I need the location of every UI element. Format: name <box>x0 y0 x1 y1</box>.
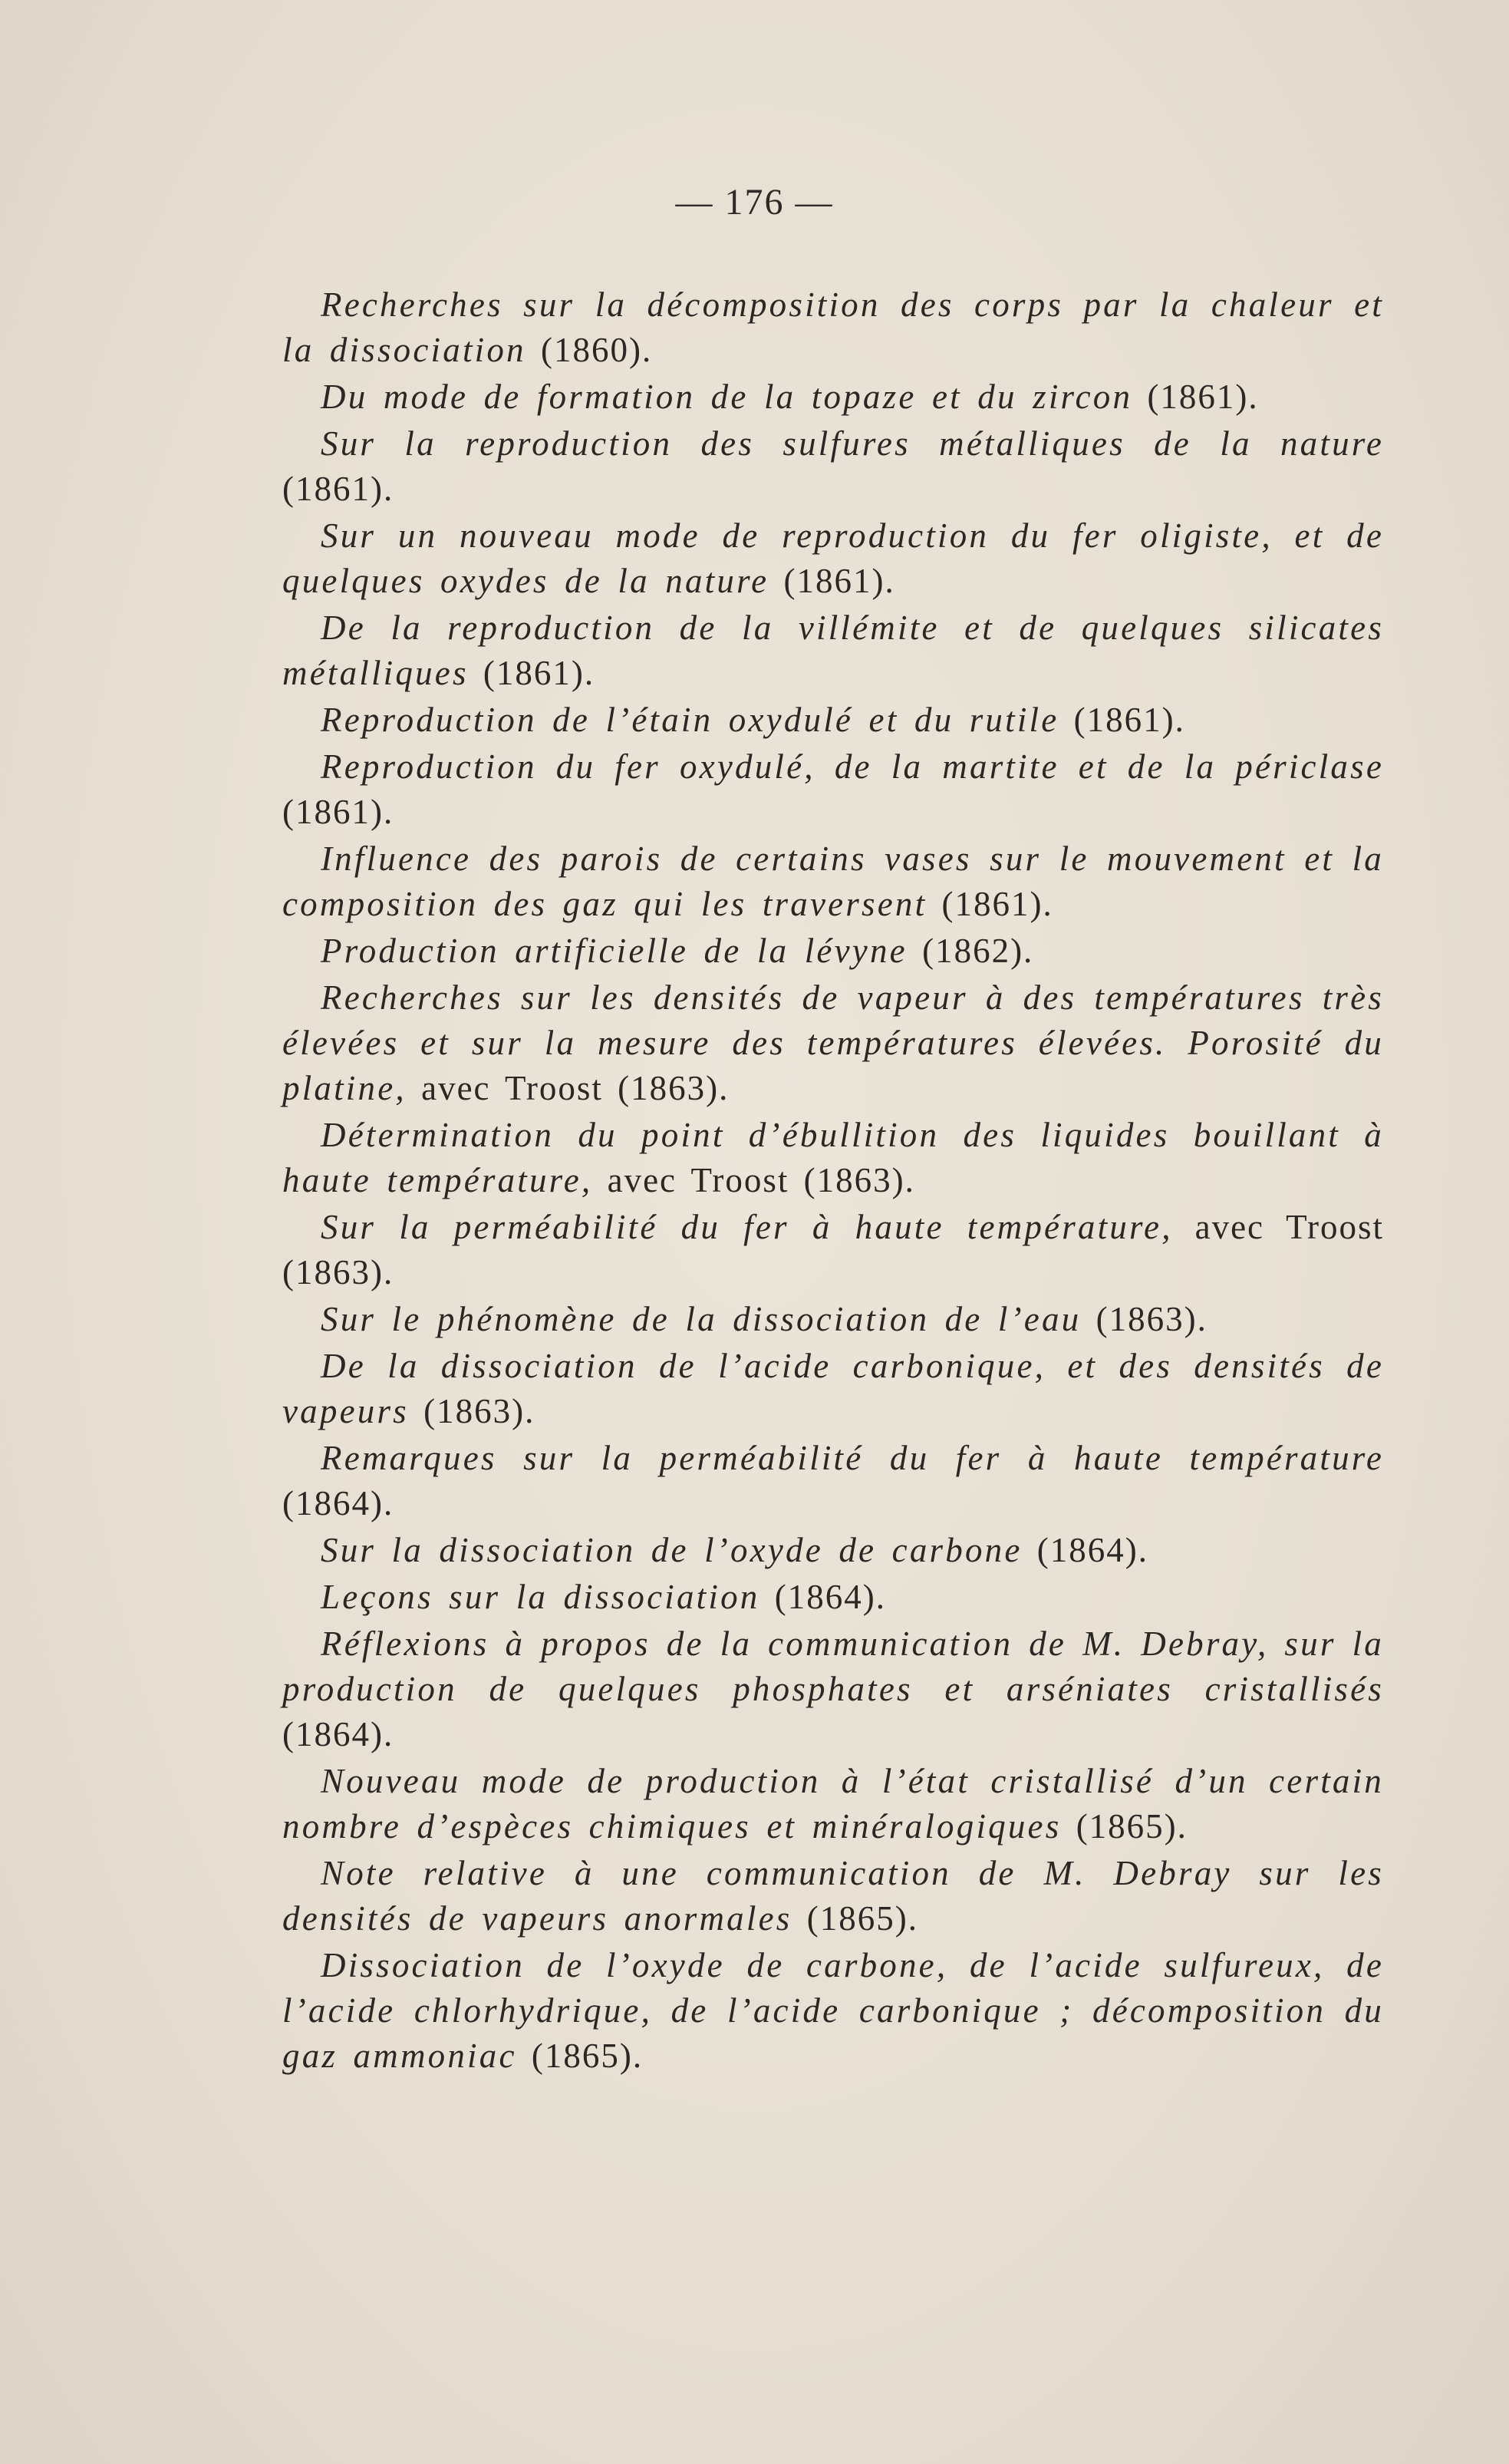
entry-title: Recherches sur la décomposition des corps par la chaleur et la dissociation <box>282 285 1384 369</box>
entry-title: Sur la dissociation de l’oxyde de carbone <box>321 1531 1023 1569</box>
bibliography-entry <box>282 421 1384 512</box>
entry-title: Réflexions à propos de la communication de M. Debray, sur la production de quelques phosphates et arséniates cristallisés <box>282 1625 1384 1708</box>
bibliography-entry <box>282 282 1384 373</box>
bibliography-entry <box>282 929 1384 974</box>
entry-date: (1861). <box>282 470 394 508</box>
entry-title: Sur la reproduction des sulfures métalliques de la nature <box>321 424 1384 463</box>
entry-date: (1861). <box>282 793 394 831</box>
entry-title: Reproduction du fer oxydulé, de la martite et de la périclase <box>321 747 1384 786</box>
page-number: — 176 — <box>675 182 834 223</box>
bibliography-entry <box>282 1205 1384 1295</box>
bibliography-entry <box>282 1113 1384 1203</box>
entry-date: (1865). <box>792 1899 918 1938</box>
entry-title: Détermination du point d’ébullition des liquides bouillant à haute température, <box>282 1116 1384 1199</box>
entry-date: avec Troost (1863). <box>592 1161 915 1199</box>
entry-title: Sur un nouveau mode de reproduction du fer oligiste, et de quelques oxydes de la nature <box>282 516 1384 600</box>
bibliography-entry <box>282 1528 1384 1573</box>
bibliography-entry <box>282 605 1384 696</box>
entry-date: (1863). <box>408 1392 535 1430</box>
entry-date: (1860). <box>526 331 653 369</box>
bibliography-entry <box>282 1436 1384 1526</box>
entry-title: Leçons sur la dissociation <box>321 1578 760 1616</box>
bibliography-entry <box>282 513 1384 604</box>
bibliography-entry <box>282 975 1384 1111</box>
bibliography-entry <box>282 1575 1384 1620</box>
bibliography-entry <box>282 1851 1384 1941</box>
entry-date: avec Troost (1863). <box>282 1208 1385 1291</box>
entry-title: Note relative à une communication de M. Debray sur les densités de vapeurs anormales <box>282 1854 1384 1938</box>
bibliography-entry <box>282 1621 1384 1757</box>
entry-date: (1861). <box>769 562 895 600</box>
entry-date: (1861). <box>1059 701 1185 739</box>
bibliography-list <box>282 282 1384 2080</box>
bibliography-entry <box>282 1759 1384 1849</box>
entry-date: (1861). <box>1132 378 1259 416</box>
entry-date: (1864). <box>282 1715 394 1753</box>
entry-title: Recherches sur les densités de vapeur à des températures très élevées et sur la mesure des températures élevées. Porosité du platine, <box>282 978 1384 1107</box>
bibliography-entry <box>282 1297 1384 1342</box>
entry-title: Remarques sur la perméabilité du fer à haute température <box>321 1439 1384 1477</box>
entry-date: (1865). <box>1061 1807 1188 1846</box>
entry-title: Du mode de formation de la topaze et du zircon <box>321 378 1133 416</box>
entry-date: (1864). <box>282 1484 394 1522</box>
entry-title: Dissociation de l’oxyde de carbone, de l’acide sulfureux, de l’acide chlorhydrique, de l’acide carbonique ; décomposition du gaz ammoniac <box>282 1946 1384 2075</box>
bibliography-entry <box>282 374 1384 420</box>
entry-title: Sur la perméabilité du fer à haute température, <box>321 1208 1173 1246</box>
entry-title: De la reproduction de la villémite et de quelques silicates métalliques <box>282 609 1384 692</box>
bibliography-entry <box>282 836 1384 927</box>
entry-date: (1864). <box>759 1578 886 1616</box>
entry-date: (1865). <box>516 2037 644 2075</box>
bibliography-entry <box>282 744 1384 835</box>
entry-title: Nouveau mode de production à l’état cristallisé d’un certain nombre d’espèces chimiques et minéralogiques <box>282 1762 1384 1846</box>
entry-title: Sur le phénomène de la dissociation de l’eau <box>321 1300 1082 1338</box>
entry-date: (1861). <box>927 885 1053 923</box>
entry-date: avec Troost (1863). <box>406 1069 730 1107</box>
bibliography-entry <box>282 1344 1384 1434</box>
entry-date: (1863). <box>1081 1300 1208 1338</box>
entry-title: Influence des parois de certains vases sur le mouvement et la composition des gaz qui les traversent <box>282 839 1384 923</box>
entry-title: De la dissociation de l’acide carbonique, et des densités de vapeurs <box>282 1347 1384 1430</box>
bibliography-entry <box>282 1943 1384 2079</box>
entry-title: Production artificielle de la lévyne <box>321 932 908 970</box>
entry-date: (1864). <box>1022 1531 1149 1569</box>
entry-date: (1861). <box>468 654 595 692</box>
entry-date: (1862). <box>907 932 1034 970</box>
entry-title: Reproduction de l’étain oxydulé et du rutile <box>321 701 1059 739</box>
bibliography-entry <box>282 698 1384 743</box>
